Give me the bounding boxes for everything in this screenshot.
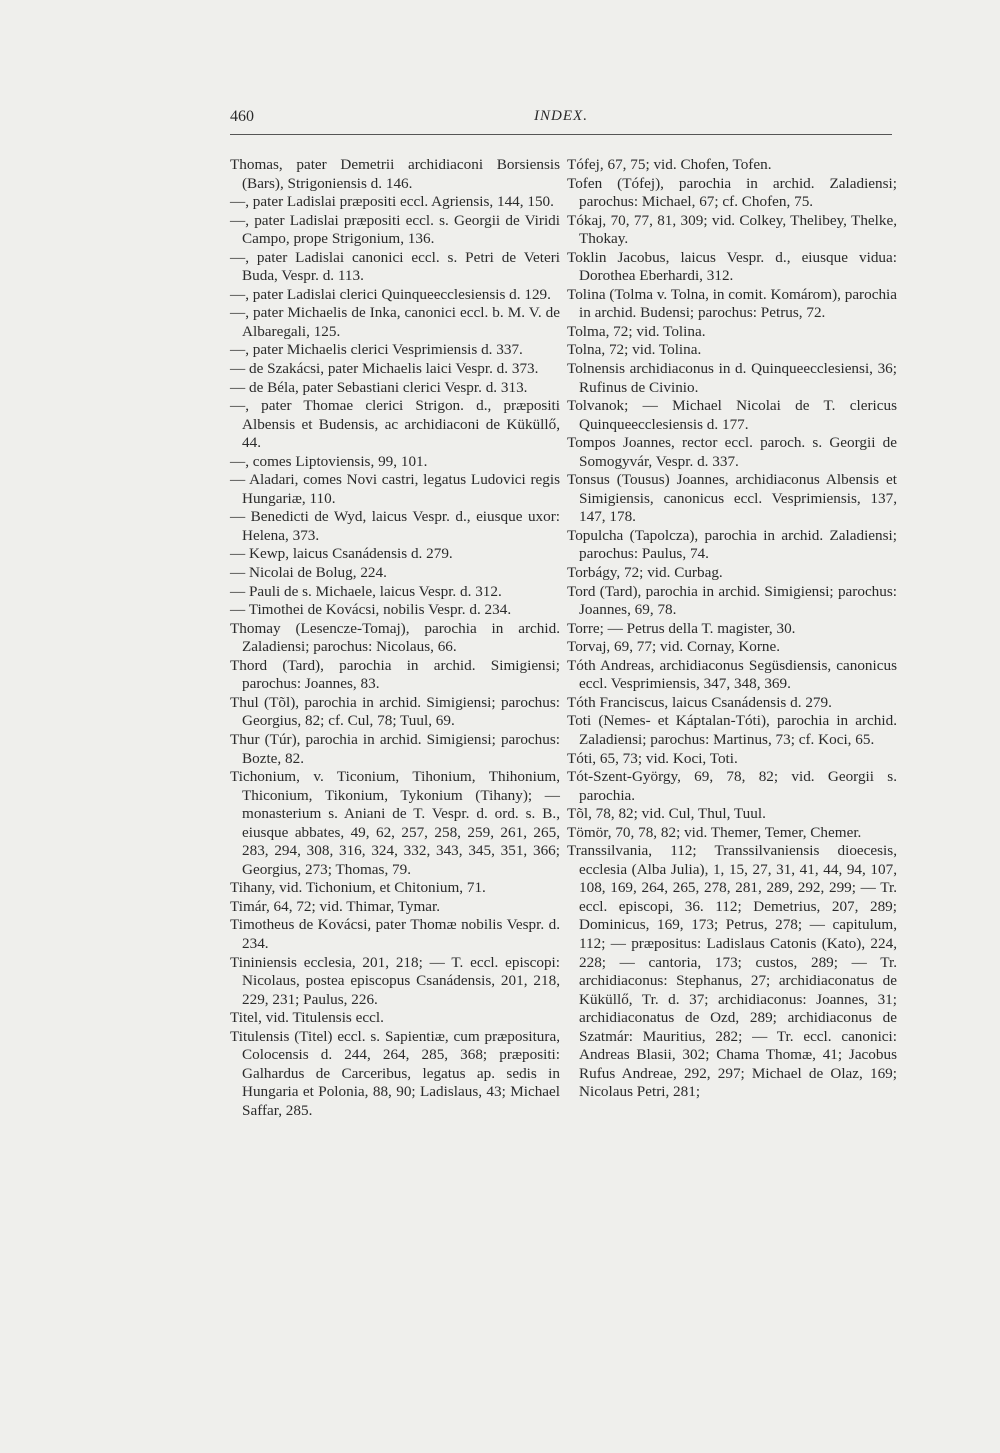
index-entry: Tord (Tard), parochia in archid. Simigiensi; parochus: Joannes, 69, 78. [567, 582, 897, 619]
index-entry: Titulensis (Titel) eccl. s. Sapientiæ, cum præpositura, Colocensis d. 244, 264, 285, 368; præpositi: Galhardus de Carceribus, legatus ap. sedis in Hungaria et Polonia, 88, 90; Ladislaus, 43; Michael Saffar, 285. [230, 1027, 560, 1119]
index-entry: Thul (Tõl), parochia in archid. Simigiensi; parochus: Georgius, 82; cf. Cul, 78; Tuul, 69. [230, 693, 560, 730]
index-entry: Tofen (Tófej), parochia in archid. Zaladiensi; parochus: Michael, 67; cf. Chofen, 75. [567, 174, 897, 211]
index-entry: Tókaj, 70, 77, 81, 309; vid. Colkey, Thelibey, Thelke, Thokay. [567, 211, 897, 248]
index-entry: — Timothei de Kovácsi, nobilis Vespr. d. 234. [230, 601, 512, 619]
index-entry: Tolna, 72; vid. Tolina. [567, 341, 702, 359]
index-entry: Torvaj, 69, 77; vid. Cornay, Korne. [567, 638, 781, 656]
index-entry: Thur (Túr), parochia in archid. Simigiensi; parochus: Bozte, 82. [230, 730, 560, 767]
index-column-right [567, 156, 897, 1102]
index-entry: Tompos Joannes, rector eccl. paroch. s. Georgii de Somogyvár, Vespr. d. 337. [567, 434, 897, 470]
index-entry: Torbágy, 72; vid. Curbag. [567, 564, 723, 582]
index-entry: Tolnensis archidiaconus in d. Quinqueecclesiensi, 36; Rufinus de Civinio. [567, 360, 897, 396]
index-entry: Tolina (Tolma v. Tolna, in comit. Komárom), parochia in archid. Budensi; parochus: Petrus, 72. [567, 285, 898, 322]
page-header [230, 108, 892, 135]
index-entry: — Benedicti de Wyd, laicus Vespr. d., eiusque uxor: Helena, 373. [230, 508, 560, 544]
index-entry: Tõl, 78, 82; vid. Cul, Thul, Tuul. [567, 805, 766, 823]
index-entry: —, pater Ladislai præpositi eccl. s. Georgii de Viridi Campo, prope Strigonium, 136. [230, 211, 560, 248]
index-entry: Tolvanok; — Michael Nicolai de T. clericus Quinqueecclesiensis d. 177. [567, 397, 897, 433]
index-entry: Tichonium, v. Ticonium, Tihonium, Thihonium, Thiconium, Tikonium, Tykonium (Tihany); — monasterium s. Aniani de T. Vespr. d. ord. s. B., eiusque abbates, 49, 62, 257, 258, 259, 261, 265, 283, 294, 308, 316, 324, 332, 343, 345, 351, 366; Georgius, 273; Thomas, 79. [230, 768, 560, 878]
index-entry: Tót-Szent-György, 69, 78, 82; vid. Georgii s. parochia. [567, 768, 897, 804]
index-entry: Thord (Tard), parochia in archid. Simigiensi; parochus: Joannes, 83. [230, 656, 560, 693]
index-entry: — Kewp, laicus Csanádensis d. 279. [230, 545, 453, 563]
index-entry: Topulcha (Tapolcza), parochia in archid. Zaladiensi; parochus: Paulus, 74. [567, 526, 897, 563]
index-entry: Tininiensis ecclesia, 201, 218; — T. eccl. episcopi: Nicolaus, postea episcopus Csanádensis, 201, 218, 229, 231; Paulus, 226. [230, 953, 560, 1008]
index-entry: —, pater Michaelis clerici Vesprimiensis d. 337. [230, 341, 523, 359]
index-entry: Tóth Franciscus, laicus Csanádensis d. 279. [567, 693, 832, 711]
index-entry: Tóth Andreas, archidiaconus Següsdiensis, canonicus eccl. Vesprimiensis, 347, 348, 369. [567, 656, 897, 693]
index-entry: — de Béla, pater Sebastiani clerici Vespr. d. 313. [230, 378, 528, 396]
index-entry: Thomas, pater Demetrii archidiaconi Borsiensis (Bars), Strigoniensis d. 146. [230, 156, 560, 192]
index-entry: —, pater Thomae clerici Strigon. d., præpositi Albensis et Budensis, ac archidiaconi de Küküllő, 44. [230, 397, 560, 452]
index-entry: Toklin Jacobus, laicus Vespr. d., eiusque vidua: Dorothea Eberhardi, 312. [567, 248, 897, 285]
index-entry: Titel, vid. Titulensis eccl. [230, 1009, 384, 1027]
page-number: 460 [230, 108, 254, 125]
index-entry: Tömör, 70, 78, 82; vid. Themer, Temer, Chemer. [567, 823, 862, 841]
index-entry: Toti (Nemes- et Káptalan-Tóti), parochia in archid. Zaladiensi; parochus: Martinus, 73; cf. Koci, 65. [567, 712, 897, 748]
index-entry: Thomay (Lesencze-Tomaj), parochia in archid. Zaladiensi; parochus: Nicolaus, 66. [230, 619, 560, 656]
index-entry: —, pater Michaelis de Inka, canonici eccl. b. M. V. de Albaregali, 125. [230, 304, 560, 340]
index-entry: Timár, 64, 72; vid. Thimar, Tymar. [230, 897, 441, 915]
index-entry: — de Szakácsi, pater Michaelis laici Vespr. d. 373. [230, 360, 539, 378]
index-entry: — Aladari, comes Novi castri, legatus Ludovici regis Hungariæ, 110. [230, 471, 560, 507]
index-entry: Tolma, 72; vid. Tolina. [567, 322, 706, 340]
running-head: INDEX. [534, 108, 588, 124]
index-entry: — Pauli de s. Michaele, laicus Vespr. d. 312. [230, 582, 502, 600]
index-entry: Tihany, vid. Tichonium, et Chitonium, 71. [230, 879, 486, 897]
index-entry: —, pater Ladislai præpositi eccl. Agriensis, 144, 150. [230, 193, 554, 211]
index-entry: Tonsus (Tousus) Joannes, archidiaconus Albensis et Simigiensis, canonicus eccl. Vesprimiensis, 137, 147, 178. [567, 471, 897, 526]
index-entry: —, pater Ladislai clerici Quinqueecclesiensis d. 129. [230, 285, 551, 303]
index-entry: Timotheus de Kovácsi, pater Thomæ nobilis Vespr. d. 234. [230, 916, 560, 952]
index-entry: Tóti, 65, 73; vid. Koci, Toti. [567, 749, 738, 767]
index-entry: —, comes Liptoviensis, 99, 101. [230, 452, 428, 470]
index-entry: Torre; — Petrus della T. magister, 30. [567, 619, 796, 637]
index-entry: Transsilvania, 112; Transsilvaniensis dioecesis, ecclesia (Alba Julia), 1, 15, 27, 31, 41, 44, 94, 107, 108, 169, 264, 265, 278, 281, 289, 292, 299; — Tr. eccl. episcopi, 36. 112; Demetrius, 207, 289; Dominicus, 169, 173; Petrus, 278; — capitulum, 112; — præpositus: Ladislaus Catonis (Kato), 224, 228; — cantoria, 173; custos, 289; — Tr. archidiaconus: Stephanus, 27; archidiaconatus de Küküllő, Tr. d. 37; archidiaconus: Joannes, 31; archidiaconatus de Ozd, 289; archidiaconus de Szatmár: Mauritius, 282; — Tr. eccl. canonici: Andreas Blasii, 302; Chama Thomæ, 41; Jacobus Rufus Andreae, 292, 297; Michael de Olaz, 169; Nicolaus Petri, 281; [567, 842, 897, 1101]
index-column-left [230, 156, 560, 1120]
index-entry: — Nicolai de Bolug, 224. [230, 564, 387, 582]
index-entry: —, pater Ladislai canonici eccl. s. Petri de Veteri Buda, Vespr. d. 113. [230, 248, 560, 285]
index-entry: Tófej, 67, 75; vid. Chofen, Tofen. [567, 156, 772, 173]
